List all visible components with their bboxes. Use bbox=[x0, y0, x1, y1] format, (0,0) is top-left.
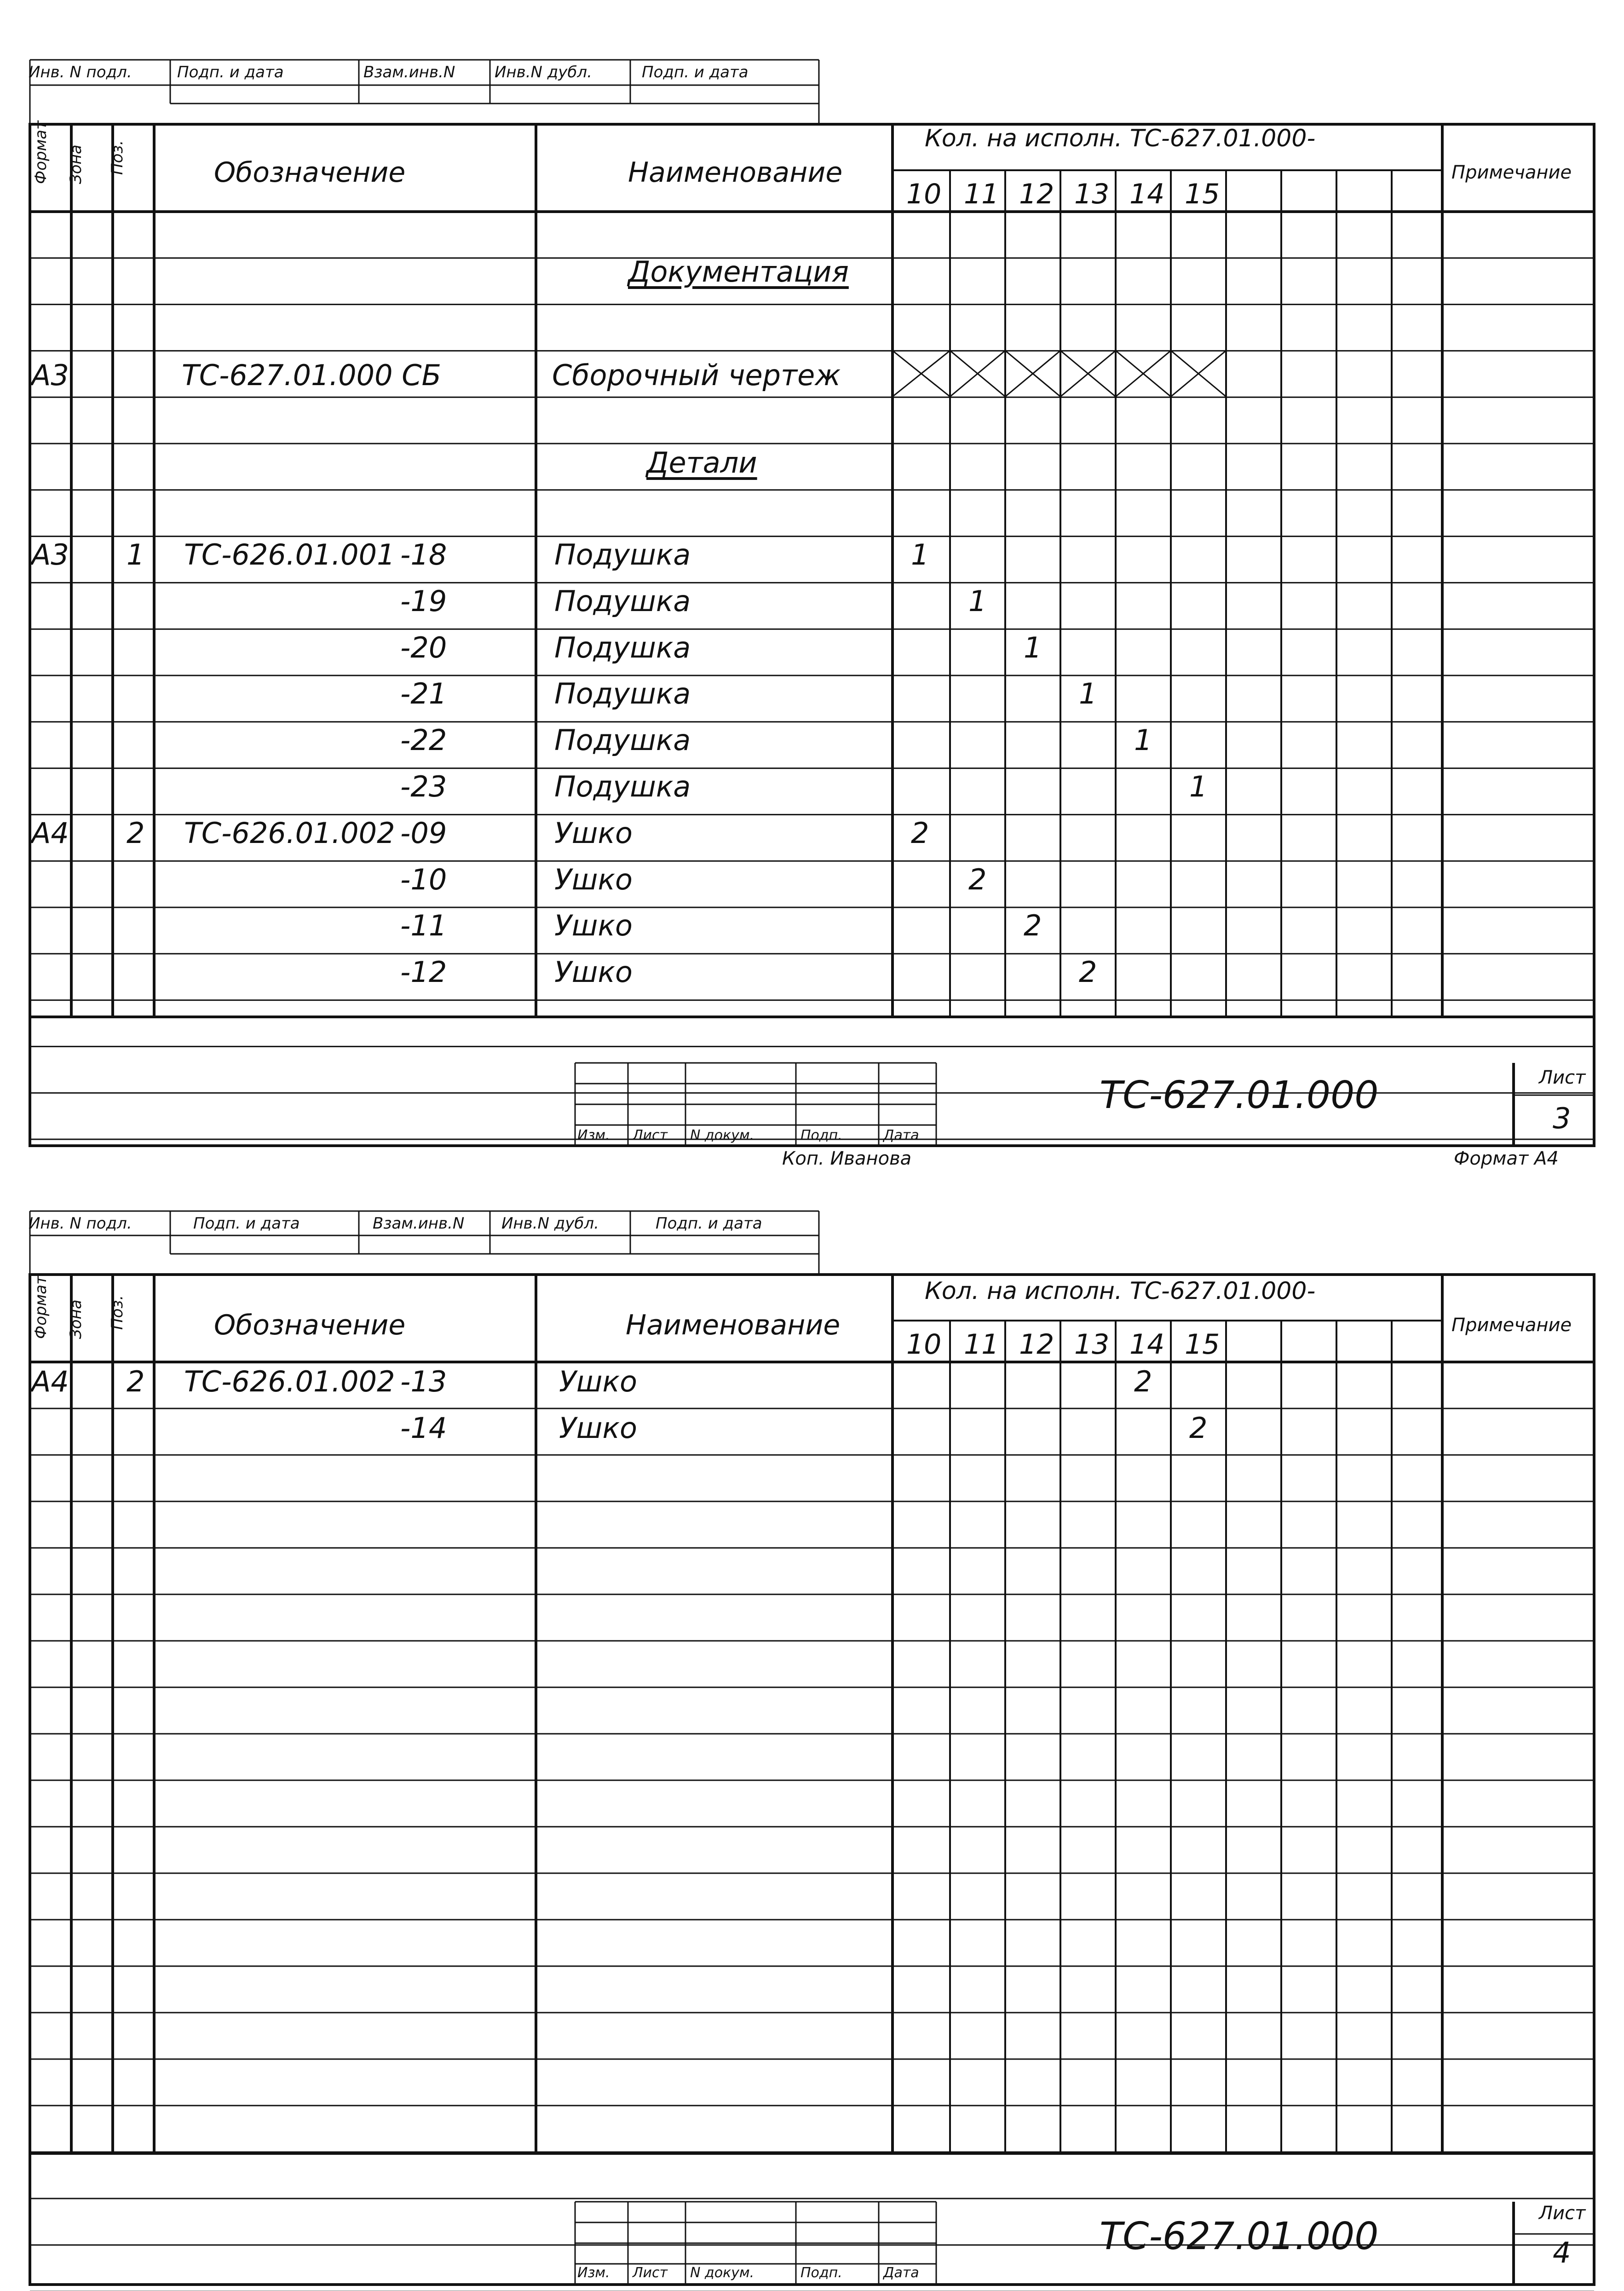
row-poz: 1 bbox=[127, 538, 145, 571]
row-quantity: 2 bbox=[1024, 909, 1042, 943]
row-variant-suffix: -18 bbox=[400, 538, 447, 571]
row-variant-suffix: -19 bbox=[400, 584, 447, 618]
col-oboznachenie-header: Обозначение bbox=[214, 156, 406, 189]
col-poz-header: Поз. bbox=[108, 140, 127, 175]
col-primechanie-header: Примечание bbox=[1451, 1315, 1572, 1336]
row-designation: ТС-626.01.002 bbox=[184, 1365, 395, 1398]
col-primechanie-header: Примечание bbox=[1451, 162, 1572, 183]
tb-podp: Подп. bbox=[800, 1127, 842, 1143]
variant-14: 14 bbox=[1129, 178, 1165, 210]
tb-data: Дата bbox=[883, 2265, 919, 2281]
row-quantity: 2 bbox=[1134, 1365, 1152, 1398]
row-quantity: 2 bbox=[1079, 955, 1097, 989]
variant-14: 14 bbox=[1129, 1328, 1165, 1361]
sheet-number: 3 bbox=[1553, 1102, 1571, 1135]
sb-format: А3 bbox=[31, 358, 69, 392]
row-designation: ТС-626.01.002 bbox=[184, 816, 395, 850]
variant-13: 13 bbox=[1074, 178, 1110, 210]
row-quantity: 1 bbox=[1189, 770, 1208, 803]
list-label: Лист bbox=[1539, 2203, 1586, 2224]
row-variant-suffix: -23 bbox=[400, 770, 447, 803]
row-name: Подушка bbox=[554, 584, 691, 618]
variant-12: 12 bbox=[1019, 178, 1054, 210]
variant-12: 12 bbox=[1019, 1328, 1054, 1361]
col-format-header: Формат bbox=[32, 121, 50, 184]
row-quantity: 1 bbox=[968, 584, 987, 618]
specification-sheet-4 bbox=[0, 1196, 1624, 2291]
row-name: Ушко bbox=[554, 909, 633, 943]
row-name: Ушко bbox=[554, 955, 633, 989]
sb-designation: ТС-627.01.000 СБ bbox=[182, 358, 442, 392]
row-variant-suffix: -22 bbox=[400, 723, 447, 757]
tb-data: Дата bbox=[883, 1127, 919, 1143]
row-quantity: 1 bbox=[1134, 723, 1152, 757]
row-variant-suffix: -21 bbox=[400, 677, 447, 711]
copied-by: Коп. Иванова bbox=[782, 1148, 912, 1169]
variant-15: 15 bbox=[1185, 1328, 1220, 1361]
col-zona-header: Зона bbox=[67, 144, 85, 184]
kol-header: Кол. на исполн. ТС-627.01.000- bbox=[925, 1277, 1316, 1305]
row-quantity: 2 bbox=[968, 862, 987, 896]
row-variant-suffix: -11 bbox=[400, 909, 447, 943]
row-poz: 2 bbox=[127, 816, 145, 850]
tb-list: Лист bbox=[633, 1127, 668, 1143]
row-name: Подушка bbox=[554, 538, 691, 571]
col-naimenovanie-header: Наименование bbox=[626, 1309, 841, 1341]
col-format-header: Формат bbox=[32, 1275, 50, 1339]
row-name: Ушко bbox=[559, 1411, 637, 1445]
row-quantity: 1 bbox=[911, 538, 929, 571]
variant-10: 10 bbox=[906, 178, 942, 210]
row-quantity: 2 bbox=[1189, 1411, 1208, 1445]
col-naimenovanie-header: Наименование bbox=[628, 156, 843, 189]
row-name: Ушко bbox=[559, 1365, 637, 1398]
kol-header: Кол. на исполн. ТС-627.01.000- bbox=[925, 125, 1316, 152]
variant-10: 10 bbox=[906, 1328, 942, 1361]
row-name: Подушка bbox=[554, 630, 691, 664]
tb-list: Лист bbox=[633, 2265, 668, 2281]
row-variant-suffix: -14 bbox=[400, 1411, 447, 1445]
list-label: Лист bbox=[1539, 1067, 1586, 1088]
sheet-4-grid bbox=[0, 1196, 1624, 2291]
variant-15: 15 bbox=[1185, 178, 1220, 210]
row-variant-suffix: -09 bbox=[400, 816, 447, 850]
row-name: Подушка bbox=[554, 677, 691, 711]
row-quantity: 2 bbox=[911, 816, 929, 850]
podp-data-label: Подп. и дата bbox=[177, 63, 284, 81]
inv-dubl-label: Инв.N дубл. bbox=[495, 63, 592, 81]
col-oboznachenie-header: Обозначение bbox=[214, 1309, 406, 1341]
inv-podl-label: Инв. N подл. bbox=[29, 1214, 132, 1233]
podp-data2-label: Подп. и дата bbox=[656, 1214, 762, 1233]
row-format: А4 bbox=[31, 816, 69, 850]
inv-dubl-label: Инв.N дубл. bbox=[501, 1214, 599, 1233]
row-quantity: 1 bbox=[1079, 677, 1097, 711]
tb-izm: Изм. bbox=[577, 1127, 610, 1143]
row-variant-suffix: -13 bbox=[400, 1365, 447, 1398]
tb-ndokum: N докум. bbox=[690, 2265, 754, 2281]
col-zona-header: Зона bbox=[67, 1299, 85, 1339]
tb-podp: Подп. bbox=[800, 2265, 842, 2281]
row-designation: ТС-626.01.001 bbox=[184, 538, 395, 571]
col-poz-header: Поз. bbox=[108, 1295, 127, 1330]
vzam-inv-label: Взам.инв.N bbox=[363, 63, 455, 81]
row-format: А4 bbox=[31, 1365, 69, 1398]
row-variant-suffix: -10 bbox=[400, 862, 447, 896]
tb-ndokum: N докум. bbox=[690, 1127, 754, 1143]
row-format: А3 bbox=[31, 538, 69, 571]
row-name: Подушка bbox=[554, 770, 691, 803]
doc-code: ТС-627.01.000 bbox=[1100, 1073, 1379, 1117]
podp-data2-label: Подп. и дата bbox=[642, 63, 749, 81]
format-label: Формат А4 bbox=[1454, 1148, 1559, 1169]
tb-izm: Изм. bbox=[577, 2265, 610, 2281]
row-variant-suffix: -12 bbox=[400, 955, 447, 989]
podp-data-label: Подп. и дата bbox=[193, 1214, 300, 1233]
row-variant-suffix: -20 bbox=[400, 630, 447, 664]
row-name: Ушко bbox=[554, 862, 633, 896]
row-poz: 2 bbox=[127, 1365, 145, 1398]
sb-name: Сборочный чертеж bbox=[552, 358, 841, 392]
variant-13: 13 bbox=[1074, 1328, 1110, 1361]
variant-11: 11 bbox=[964, 178, 999, 210]
section-details: Детали bbox=[646, 446, 757, 479]
vzam-inv-label: Взам.инв.N bbox=[373, 1214, 465, 1233]
row-name: Ушко bbox=[554, 816, 633, 850]
sheet-number: 4 bbox=[1553, 2236, 1571, 2269]
section-documentation: Документация bbox=[628, 255, 849, 289]
doc-code: ТС-627.01.000 bbox=[1100, 2215, 1379, 2258]
inv-podl-label: Инв. N подл. bbox=[29, 63, 132, 81]
row-name: Подушка bbox=[554, 723, 691, 757]
row-quantity: 1 bbox=[1024, 630, 1042, 664]
variant-11: 11 bbox=[964, 1328, 999, 1361]
